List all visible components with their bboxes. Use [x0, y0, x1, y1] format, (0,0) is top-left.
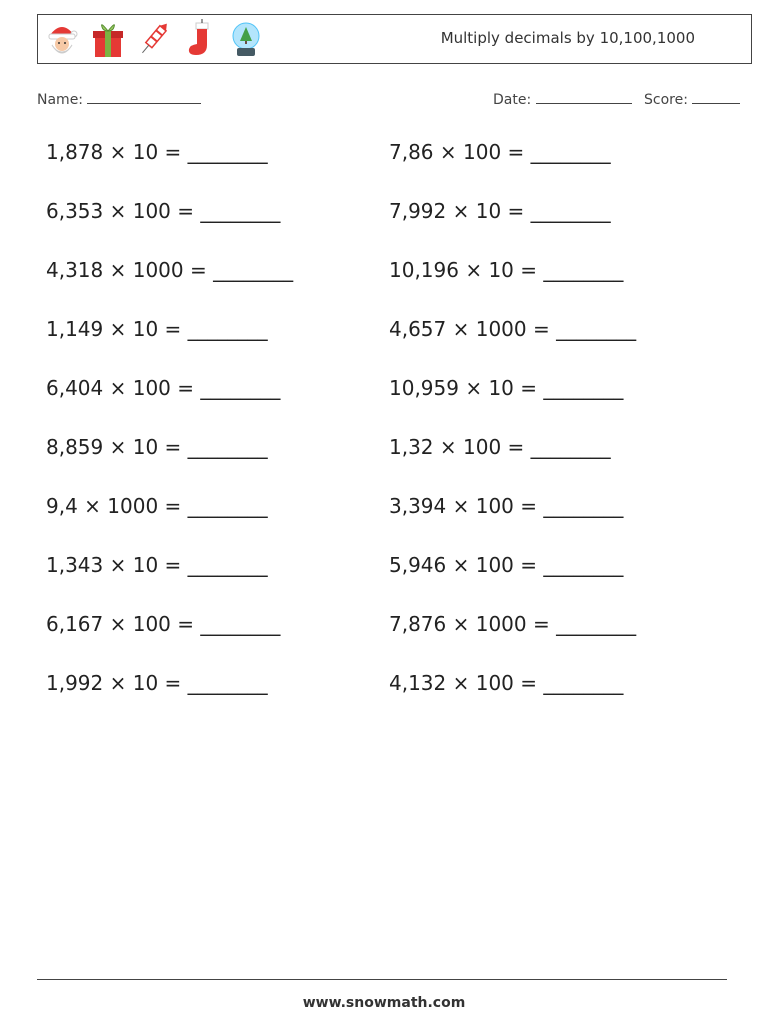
- problem: 10,959 × 10 = ________: [389, 376, 624, 400]
- name-field: [37, 91, 201, 108]
- problem-row: [46, 258, 726, 317]
- date-label: Date:: [493, 92, 532, 108]
- snow-globe-icon: [228, 19, 264, 59]
- problem: 7,86 × 100 = ________: [389, 140, 611, 164]
- problem-row: [46, 140, 726, 199]
- problem-row: [46, 376, 726, 435]
- icon-strip: [44, 19, 264, 59]
- problem-grid: [46, 140, 726, 730]
- problem: 3,394 × 100 = ________: [389, 494, 624, 518]
- problem-row: [46, 199, 726, 258]
- stocking-icon: [182, 19, 218, 59]
- problem: 10,196 × 10 = ________: [389, 258, 624, 282]
- problem-row: [46, 671, 726, 730]
- problem-row: [46, 494, 726, 553]
- problem-row: [46, 317, 726, 376]
- problem: 7,876 × 1000 = ________: [389, 612, 637, 636]
- problem: 6,353 × 100 = ________: [46, 199, 281, 223]
- problem: 1,32 × 100 = ________: [389, 435, 611, 459]
- problem: 6,404 × 100 = ________: [46, 376, 281, 400]
- date-field: [493, 91, 632, 108]
- name-blank: [87, 91, 201, 104]
- problem: 1,992 × 10 = ________: [46, 671, 268, 695]
- footer-divider: [37, 979, 727, 980]
- problem: 5,946 × 100 = ________: [389, 553, 624, 577]
- santa-icon: [44, 19, 80, 59]
- problem: 4,318 × 1000 = ________: [46, 258, 294, 282]
- problem: 8,859 × 10 = ________: [46, 435, 268, 459]
- footer-site-link[interactable]: www.snowmath.com: [302, 995, 466, 1011]
- score-field: [644, 91, 740, 108]
- problem: 9,4 × 1000 = ________: [46, 494, 268, 518]
- date-blank: [536, 91, 632, 104]
- score-label: Score:: [644, 92, 688, 108]
- worksheet-title: Multiply decimals by 10,100,1000: [440, 29, 695, 47]
- name-label: Name:: [37, 92, 84, 108]
- problem: 1,149 × 10 = ________: [46, 317, 268, 341]
- problem-row: [46, 435, 726, 494]
- problem: 1,878 × 10 = ________: [46, 140, 268, 164]
- problem-row: [46, 553, 726, 612]
- score-blank: [692, 91, 740, 104]
- problem: 7,992 × 10 = ________: [389, 199, 611, 223]
- problem: 1,343 × 10 = ________: [46, 553, 268, 577]
- firework-rocket-icon: [136, 19, 172, 59]
- gift-icon: [90, 19, 126, 59]
- worksheet-header: [37, 14, 752, 64]
- problem-row: [46, 612, 726, 671]
- problem: 6,167 × 100 = ________: [46, 612, 281, 636]
- problem: 4,132 × 100 = ________: [389, 671, 624, 695]
- problem: 4,657 × 1000 = ________: [389, 317, 637, 341]
